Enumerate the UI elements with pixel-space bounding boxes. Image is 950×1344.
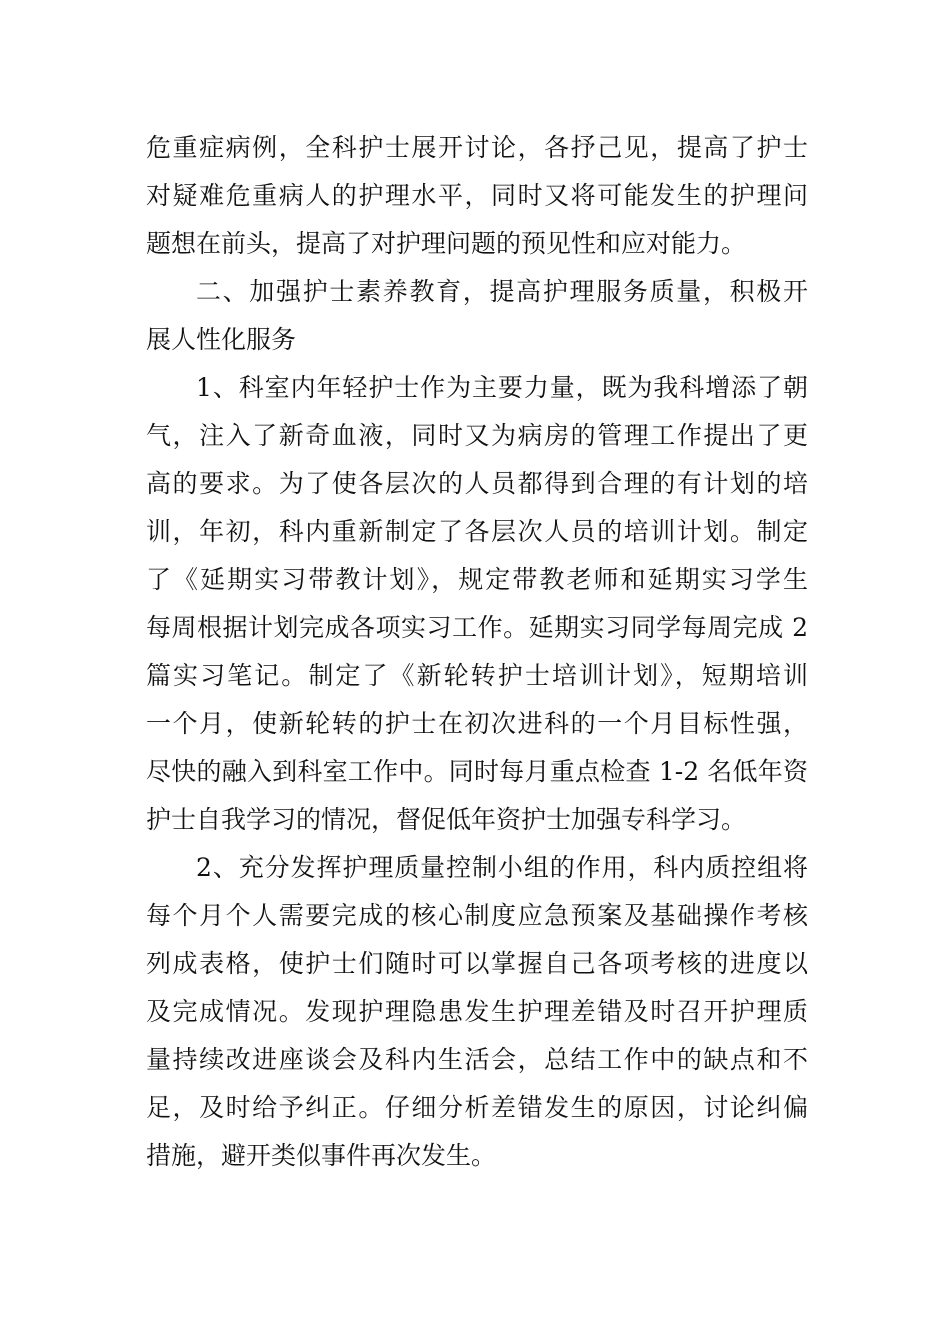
text-line: 篇实习笔记。制定了《新轮转护士培训计划》，短期培训	[146, 661, 808, 690]
paragraph-item-1	[146, 364, 808, 844]
text-line: 尽快的融入到科室工作中。同时每月重点检查 1-2 名低年资	[146, 757, 808, 786]
text-line: 护士自我学习的情况，督促低年资护士加强专科学习。	[146, 805, 747, 834]
text-line: 每周根据计划完成各项实习工作。延期实习同学每周完成 2	[146, 613, 808, 642]
text-line: 二、加强护士素养教育，提高护理服务质量，积极开	[196, 277, 808, 306]
text-line: 气，注入了新奇血液，同时又为病房的管理工作提出了更	[146, 421, 808, 450]
text-line: 每个月个人需要完成的核心制度应急预案及基础操作考核	[146, 901, 808, 930]
text-line: 一个月，使新轮转的护士在初次进科的一个月目标性强，	[146, 709, 808, 738]
text-line: 足，及时给予纠正。仔细分析差错发生的原因，讨论纠偏	[146, 1093, 808, 1122]
text-line: 对疑难危重病人的护理水平，同时又将可能发生的护理问	[146, 181, 808, 210]
text-line: 题想在前头，提高了对护理问题的预见性和应对能力。	[146, 229, 747, 258]
section-heading	[146, 268, 808, 364]
text-line: 列成表格，使护士们随时可以掌握自己各项考核的进度以	[146, 949, 808, 978]
text-line: 展人性化服务	[146, 325, 297, 354]
paragraph-item-2	[146, 844, 808, 1180]
text-line: 了《延期实习带教计划》，规定带教老师和延期实习学生	[146, 565, 808, 594]
text-line: 危重症病例，全科护士展开讨论，各抒己见，提高了护士	[146, 133, 808, 162]
document-body	[146, 124, 808, 1180]
text-line: 训，年初，科内重新制定了各层次人员的培训计划。制定	[146, 517, 808, 546]
text-line: 1、科室内年轻护士作为主要力量，既为我科增添了朝	[196, 373, 808, 402]
text-line: 量持续改进座谈会及科内生活会，总结工作中的缺点和不	[146, 1045, 808, 1074]
text-line: 及完成情况。发现护理隐患发生护理差错及时召开护理质	[146, 997, 808, 1026]
text-line: 措施，避开类似事件再次发生。	[146, 1141, 497, 1170]
paragraph-continuation	[146, 124, 808, 268]
text-line: 2、充分发挥护理质量控制小组的作用，科内质控组将	[196, 853, 808, 882]
text-line: 高的要求。为了使各层次的人员都得到合理的有计划的培	[146, 469, 808, 498]
